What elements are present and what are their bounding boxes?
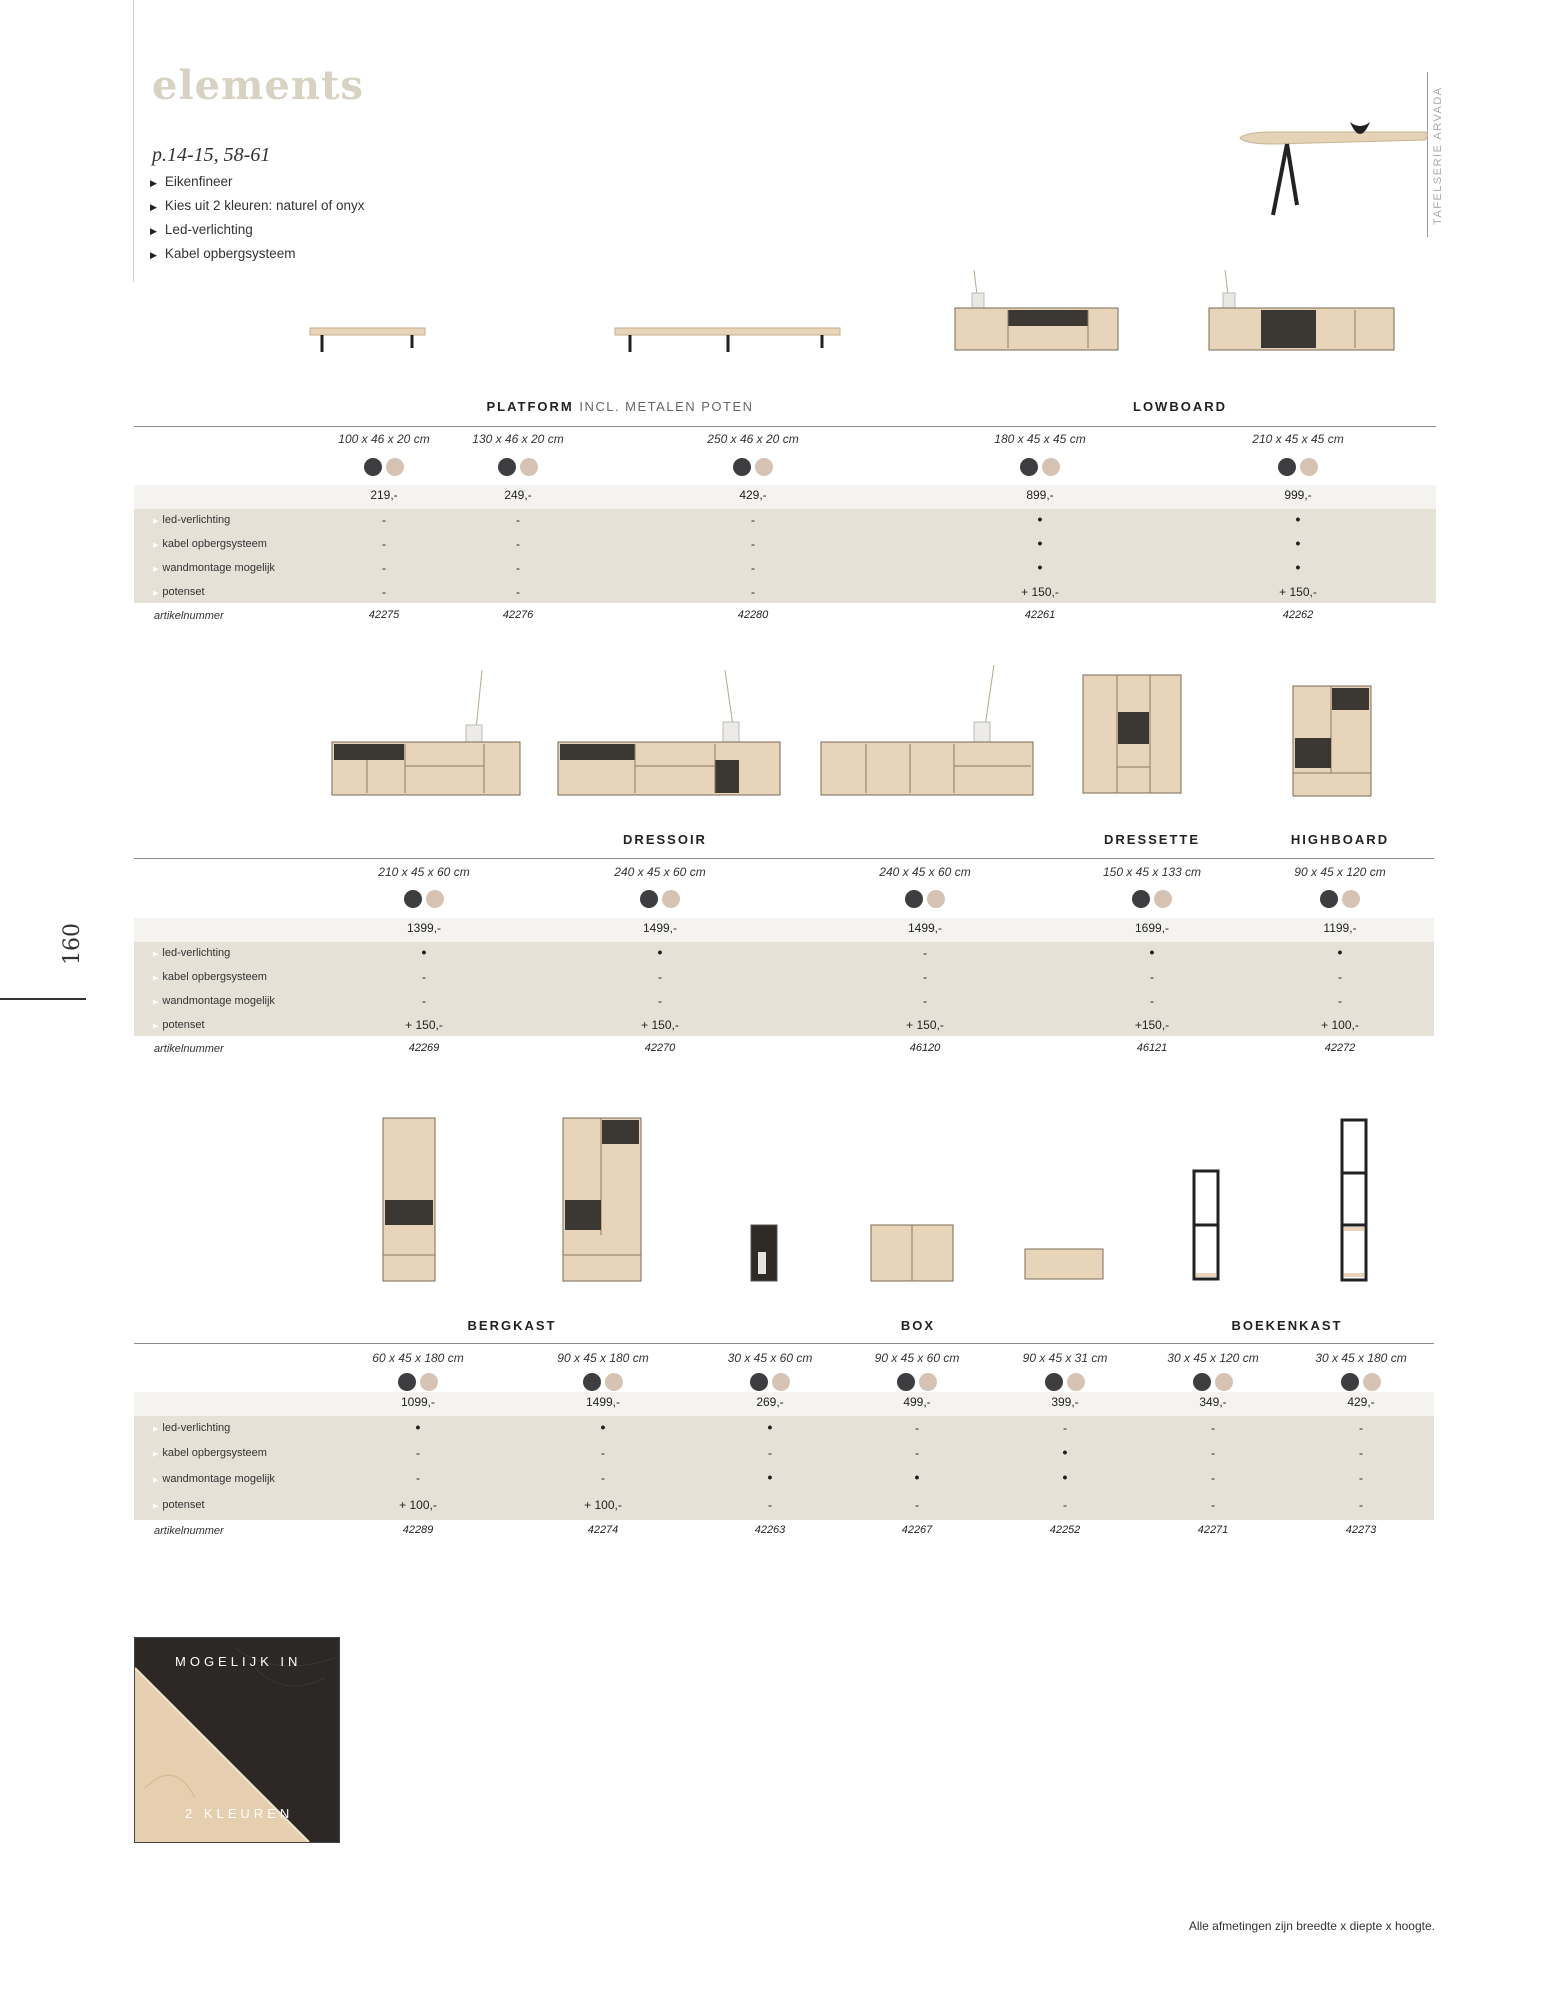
article-number: 42280 [737, 609, 769, 621]
feature-value: - [751, 585, 755, 599]
feature-value: + 150,- [1279, 585, 1317, 599]
article-number: 42289 [402, 1524, 434, 1536]
feature-value: - [923, 994, 927, 1008]
feature-value: + 100,- [584, 1498, 622, 1512]
onyx-color-swatch [733, 458, 751, 476]
highboard-image [1290, 683, 1375, 798]
header-boekenkast: BOEKENKAST [1231, 1318, 1343, 1333]
article-number: 42273 [1345, 1524, 1377, 1536]
feature-value: - [751, 537, 755, 551]
header-bergkast: BERGKAST [467, 1318, 557, 1333]
article-number: 42261 [1024, 609, 1056, 621]
table-illustration [1235, 110, 1430, 225]
lowboard-180-image [950, 265, 1125, 360]
feature-value: - [1211, 1421, 1215, 1435]
dimension-label: 90 x 45 x 120 cm [1294, 865, 1386, 879]
price: 999,- [1284, 488, 1312, 502]
section-rule [134, 858, 1434, 859]
row-label: ▶ potenset [153, 586, 205, 598]
onyx-color-swatch [640, 890, 658, 908]
feature-value: - [1150, 970, 1154, 984]
article-number: 42262 [1282, 609, 1314, 621]
page-number: 160 [60, 923, 85, 965]
article-number: 46121 [1136, 1042, 1168, 1054]
onyx-color-swatch [750, 1373, 768, 1391]
dimension-label: 240 x 45 x 60 cm [614, 865, 706, 879]
price: 399,- [1051, 1395, 1079, 1409]
feature-band [134, 1416, 1434, 1520]
price: 429,- [1347, 1395, 1375, 1409]
footnote: Alle afmetingen zijn breedte x diepte x hoogte. [1188, 1919, 1435, 1933]
feature-value: • [1295, 511, 1301, 527]
price: 1699,- [1134, 921, 1170, 935]
section-rule [134, 426, 1436, 427]
price-band [134, 918, 1434, 942]
feature-value: - [1359, 1471, 1363, 1485]
feature-value: - [1150, 994, 1154, 1008]
dimension-label: 60 x 45 x 180 cm [372, 1351, 464, 1365]
article-number: 42263 [754, 1524, 786, 1536]
naturel-color-swatch [1342, 890, 1360, 908]
onyx-color-swatch [1045, 1373, 1063, 1391]
row-label: ▶ kabel opbergsysteem [153, 971, 267, 983]
feature-value: - [1211, 1446, 1215, 1460]
price: 429,- [739, 488, 767, 502]
feature-item: ▶ Kies uit 2 kleuren: naturel of onyx [150, 194, 365, 218]
feature-value: - [658, 994, 662, 1008]
feature-value: - [1211, 1498, 1215, 1512]
row-label: ▶ potenset [153, 1019, 205, 1031]
dimension-label: 100 x 46 x 20 cm [338, 432, 430, 446]
naturel-color-swatch [1363, 1373, 1381, 1391]
feature-value: • [1337, 944, 1343, 960]
dimension-label: 90 x 45 x 60 cm [874, 1351, 960, 1365]
dimension-label: 240 x 45 x 60 cm [879, 865, 971, 879]
dressoir-240-image [555, 660, 785, 800]
price: 349,- [1199, 1395, 1227, 1409]
feature-value: • [1295, 559, 1301, 575]
onyx-color-swatch [1020, 458, 1038, 476]
promo-top-text: MOGELIJK IN [175, 1654, 302, 1669]
feature-value: • [1062, 1469, 1068, 1485]
feature-value: • [600, 1419, 606, 1435]
price: 1499,- [907, 921, 943, 935]
feature-value: • [914, 1469, 920, 1485]
feature-value: - [516, 561, 520, 575]
feature-value: - [1359, 1498, 1363, 1512]
article-number: 46120 [909, 1042, 941, 1054]
naturel-color-swatch [386, 458, 404, 476]
price: 1499,- [585, 1395, 621, 1409]
feature-value: + 100,- [1321, 1018, 1359, 1032]
onyx-color-swatch [897, 1373, 915, 1391]
feature-value: • [657, 944, 663, 960]
naturel-color-swatch [927, 890, 945, 908]
feature-value: - [1359, 1421, 1363, 1435]
dressoir-240-closed-image [818, 660, 1038, 800]
boekenkast-180-image [1338, 1117, 1370, 1284]
feature-value: - [516, 585, 520, 599]
feature-value: • [1037, 511, 1043, 527]
feature-value: + 100,- [399, 1498, 437, 1512]
naturel-color-swatch [1215, 1373, 1233, 1391]
feature-value: - [915, 1446, 919, 1460]
bergkast-90-image [560, 1115, 645, 1285]
article-number: 42272 [1324, 1042, 1356, 1054]
row-label: ▶ led-verlichting [153, 514, 230, 526]
price: 1099,- [400, 1395, 436, 1409]
feature-value: - [751, 513, 755, 527]
feature-value: - [1063, 1498, 1067, 1512]
box-30-image [748, 1222, 780, 1284]
naturel-color-swatch [772, 1373, 790, 1391]
feature-value: - [923, 946, 927, 960]
header-dressette: DRESSETTE [1103, 832, 1201, 847]
dressoir-210-image [330, 660, 525, 800]
onyx-color-swatch [1341, 1373, 1359, 1391]
naturel-color-swatch [662, 890, 680, 908]
box-90-image [868, 1222, 956, 1284]
dimension-label: 30 x 45 x 120 cm [1167, 1351, 1259, 1365]
feature-item: ▶ Eikenfineer [150, 170, 365, 194]
feature-value: • [1037, 535, 1043, 551]
feature-value: - [601, 1471, 605, 1485]
dimension-label: 30 x 45 x 60 cm [727, 1351, 813, 1365]
platform-250-image [610, 320, 845, 360]
header-dressoir: DRESSOIR [623, 832, 707, 847]
feature-value: - [382, 513, 386, 527]
feature-value: - [1211, 1471, 1215, 1485]
dimension-label: 210 x 45 x 45 cm [1252, 432, 1344, 446]
dimension-label: 150 x 45 x 133 cm [1102, 865, 1202, 879]
feature-value: +150,- [1134, 1018, 1170, 1032]
article-number: 42271 [1197, 1524, 1229, 1536]
section-rule [134, 1343, 1434, 1344]
naturel-color-swatch [919, 1373, 937, 1391]
price: 499,- [903, 1395, 931, 1409]
article-label: artikelnummer [154, 610, 224, 622]
feature-item: ▶ Kabel opbergsysteem [150, 242, 365, 266]
feature-value: - [382, 585, 386, 599]
naturel-color-swatch [426, 890, 444, 908]
naturel-color-swatch [1154, 890, 1172, 908]
article-number: 42267 [901, 1524, 933, 1536]
article-label: artikelnummer [154, 1043, 224, 1055]
feature-value: • [1149, 944, 1155, 960]
feature-value: - [1338, 994, 1342, 1008]
feature-band [134, 942, 1434, 1036]
article-label: artikelnummer [154, 1525, 224, 1537]
onyx-color-swatch [1132, 890, 1150, 908]
feature-value: • [1037, 559, 1043, 575]
row-label: ▶ led-verlichting [153, 1422, 230, 1434]
onyx-color-swatch [1320, 890, 1338, 908]
feature-value: • [1062, 1444, 1068, 1460]
feature-item: ▶ Led-verlichting [150, 218, 365, 242]
price: 1499,- [642, 921, 678, 935]
article-number: 42274 [587, 1524, 619, 1536]
feature-value: - [768, 1498, 772, 1512]
feature-value: - [768, 1446, 772, 1460]
naturel-color-swatch [1300, 458, 1318, 476]
dimension-label: 90 x 45 x 180 cm [557, 1351, 649, 1365]
feature-value: - [516, 513, 520, 527]
header-box: BOX [900, 1318, 936, 1333]
onyx-color-swatch [404, 890, 422, 908]
naturel-color-swatch [1042, 458, 1060, 476]
dimension-label: 210 x 45 x 60 cm [378, 865, 470, 879]
row-label: ▶ wandmontage mogelijk [153, 1473, 275, 1485]
feature-value: + 150,- [1021, 585, 1059, 599]
header-highboard: HIGHBOARD [1290, 832, 1390, 847]
dimension-label: 130 x 46 x 20 cm [472, 432, 564, 446]
price: 219,- [370, 488, 398, 502]
dressette-image [1080, 672, 1185, 797]
article-number: 42275 [368, 609, 400, 621]
feature-value: - [1338, 970, 1342, 984]
price: 1399,- [406, 921, 442, 935]
page-title: elements [152, 62, 364, 109]
price: 899,- [1026, 488, 1054, 502]
color-promo-box [134, 1637, 340, 1843]
dimension-label: 30 x 45 x 180 cm [1315, 1351, 1407, 1365]
naturel-color-swatch [520, 458, 538, 476]
feature-value: - [516, 537, 520, 551]
feature-value: - [422, 994, 426, 1008]
feature-value: - [915, 1498, 919, 1512]
page-reference: p.14-15, 58-61 [152, 144, 271, 166]
side-label: TAFELSERIE ARVADA [1432, 86, 1444, 225]
row-label: ▶ kabel opbergsysteem [153, 1447, 267, 1459]
onyx-color-swatch [498, 458, 516, 476]
platform-100-image [300, 320, 435, 360]
promo-bottom-text: 2 KLEUREN [185, 1806, 294, 1821]
price-band [134, 485, 1436, 509]
dimension-label: 90 x 45 x 31 cm [1022, 1351, 1108, 1365]
row-label: ▶ wandmontage mogelijk [153, 562, 275, 574]
naturel-color-swatch [755, 458, 773, 476]
bergkast-60-image [380, 1115, 440, 1285]
feature-value: - [1063, 1421, 1067, 1435]
feature-value: - [1359, 1446, 1363, 1460]
row-label: ▶ led-verlichting [153, 947, 230, 959]
dimension-label: 180 x 45 x 45 cm [994, 432, 1086, 446]
feature-value: + 150,- [405, 1018, 443, 1032]
margin-line [133, 0, 134, 282]
article-number: 42276 [502, 609, 534, 621]
feature-value: - [382, 537, 386, 551]
naturel-color-swatch [1067, 1373, 1085, 1391]
row-label: ▶ kabel opbergsysteem [153, 538, 267, 550]
page-number-rule [0, 998, 86, 1000]
price-band [134, 1392, 1434, 1416]
onyx-color-swatch [905, 890, 923, 908]
row-label: ▶ wandmontage mogelijk [153, 995, 275, 1007]
feature-value: + 150,- [641, 1018, 679, 1032]
price: 1199,- [1323, 921, 1357, 935]
onyx-color-swatch [583, 1373, 601, 1391]
feature-value: - [422, 970, 426, 984]
onyx-color-swatch [364, 458, 382, 476]
lowboard-210-image [1205, 265, 1400, 360]
naturel-color-swatch [420, 1373, 438, 1391]
feature-value: • [1295, 535, 1301, 551]
naturel-color-swatch [605, 1373, 623, 1391]
feature-value: • [415, 1419, 421, 1435]
feature-value: - [416, 1446, 420, 1460]
row-label: ▶ potenset [153, 1499, 205, 1511]
feature-value: - [915, 1421, 919, 1435]
article-number: 42269 [408, 1042, 440, 1054]
feature-value: • [767, 1419, 773, 1435]
feature-value: • [421, 944, 427, 960]
feature-value: - [382, 561, 386, 575]
feature-value: + 150,- [906, 1018, 944, 1032]
dimension-label: 250 x 46 x 20 cm [707, 432, 799, 446]
feature-value: - [601, 1446, 605, 1460]
article-number: 42270 [644, 1042, 676, 1054]
price: 269,- [756, 1395, 784, 1409]
onyx-color-swatch [1278, 458, 1296, 476]
onyx-color-swatch [1193, 1373, 1211, 1391]
feature-value: - [416, 1471, 420, 1485]
feature-list [150, 170, 365, 266]
feature-value: - [923, 970, 927, 984]
feature-band [134, 509, 1436, 603]
article-number: 42252 [1049, 1524, 1081, 1536]
header-lowboard: LOWBOARD [1133, 399, 1227, 414]
header-platform: PLATFORM INCL. METALEN POTEN [486, 399, 754, 414]
price: 249,- [504, 488, 532, 502]
feature-value: • [767, 1469, 773, 1485]
boekenkast-120-image [1190, 1168, 1222, 1284]
box-90-low-image [1022, 1246, 1107, 1284]
feature-value: - [751, 561, 755, 575]
onyx-color-swatch [398, 1373, 416, 1391]
feature-value: - [658, 970, 662, 984]
